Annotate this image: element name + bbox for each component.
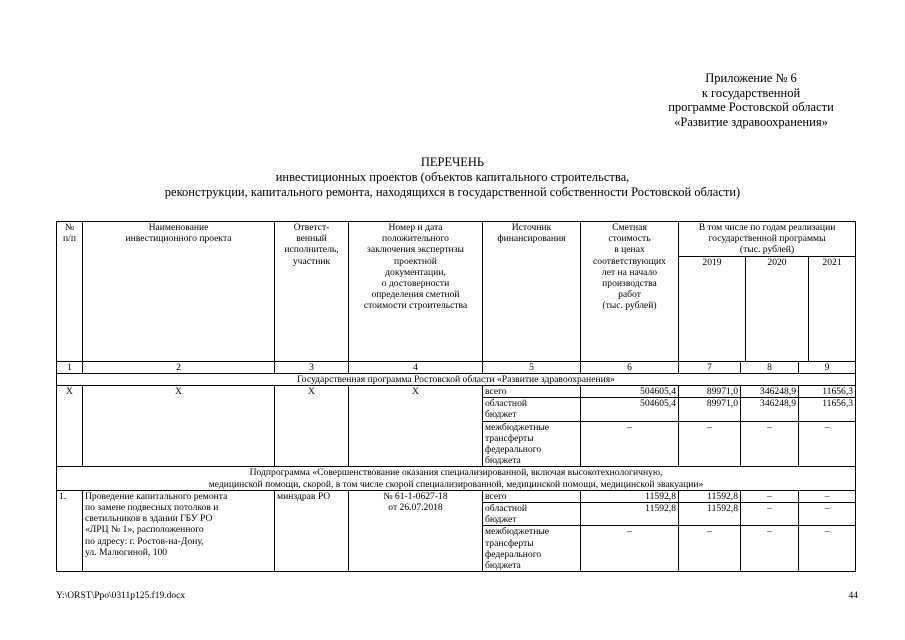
footer-page-number: 44 bbox=[848, 591, 858, 601]
col-number: 7 bbox=[679, 361, 741, 373]
header-funding-source: Источник финансирования bbox=[483, 222, 581, 362]
year-2021-value: – bbox=[799, 526, 856, 572]
header-num: № п/п bbox=[57, 222, 83, 362]
annex-header bbox=[560, 71, 905, 129]
header-year-2020: 2020 bbox=[746, 256, 809, 361]
title-line-2: инвестиционных проектов (объектов капитального строительства, bbox=[275, 170, 630, 184]
header-expertise: Номер и дата положительного заключения экспертизы проектной документации, о достоверности определения сметной стоимости строительства bbox=[349, 222, 483, 362]
cost-value: 11592,8 bbox=[581, 503, 679, 526]
year-2020-value: – bbox=[741, 490, 799, 502]
annex-line-1: Приложение № 6 bbox=[705, 71, 797, 85]
annex-line-2: к государственной bbox=[701, 85, 801, 100]
year-2020-value: – bbox=[741, 526, 799, 572]
footer-file-path: Y:\ORST\Ppo\0311p125.f19.docx bbox=[56, 591, 186, 601]
col-number: 5 bbox=[483, 361, 581, 373]
source-label: областной бюджет bbox=[483, 398, 581, 421]
source-label: всего bbox=[483, 386, 581, 398]
cost-value: 504605,4 bbox=[581, 398, 679, 421]
year-2020-value: – bbox=[741, 421, 799, 467]
annex-line-4: «Развитие здравоохранения» bbox=[674, 114, 828, 129]
col-number: 8 bbox=[741, 361, 799, 373]
table-header-row bbox=[57, 222, 856, 362]
project-name: Проведение капитального ремонта по замене подвесных потолков и светильников в здании ГБУ РО «ЛРЦ № 1», расположенного по адресу: г. Ростов-на-Дону, ул. Малюгиной, 100 bbox=[83, 490, 275, 571]
document-title bbox=[0, 155, 905, 200]
project-row-total bbox=[57, 490, 856, 502]
year-2019-value: 89971,0 bbox=[679, 398, 741, 421]
year-2020-value: – bbox=[741, 503, 799, 526]
investment-projects-table bbox=[56, 221, 856, 572]
col-number: 1 bbox=[57, 361, 83, 373]
year-2020-value: 346248,9 bbox=[741, 398, 799, 421]
program-mark: X bbox=[275, 386, 349, 467]
year-2021-value: – bbox=[799, 503, 856, 526]
source-label: областной бюджет bbox=[483, 503, 581, 526]
program-mark: X bbox=[83, 386, 275, 467]
program-title-row bbox=[57, 373, 856, 385]
year-2019-value: – bbox=[679, 526, 741, 572]
program-mark: X bbox=[57, 386, 83, 467]
header-responsible: Ответст- венный исполнитель, участник bbox=[275, 222, 349, 362]
col-number: 6 bbox=[581, 361, 679, 373]
year-2019-value: 11592,8 bbox=[679, 503, 741, 526]
col-number: 4 bbox=[349, 361, 483, 373]
year-2019-value: 89971,0 bbox=[679, 386, 741, 398]
year-2021-value: – bbox=[799, 490, 856, 502]
header-years: В том числе по годам реализации государственной программы (тыс. рублей) 2019 2020 2021 bbox=[679, 222, 856, 362]
source-label: межбюджетные трансферты федерального бюджета bbox=[483, 526, 581, 572]
header-project-name: Наименование инвестиционного проекта bbox=[83, 222, 275, 362]
col-number: 9 bbox=[799, 361, 856, 373]
col-number: 3 bbox=[275, 361, 349, 373]
year-2021-value: 11656,3 bbox=[799, 386, 856, 398]
year-2019-value: 11592,8 bbox=[679, 490, 741, 502]
annex-line-3: программе Ростовской области bbox=[668, 100, 834, 114]
title-main: ПЕРЕЧЕНЬ bbox=[420, 155, 485, 169]
col-number: 2 bbox=[83, 361, 275, 373]
header-year-2021: 2021 bbox=[809, 256, 856, 361]
project-number: 1. bbox=[57, 490, 83, 571]
header-estimated-cost: Сметная стоимость в ценах соответствующих лет на начало производства работ (тыс. рублей) bbox=[581, 222, 679, 362]
cost-value: – bbox=[581, 421, 679, 467]
program-title: Государственная программа Ростовской области «Развитие здравоохранения» bbox=[57, 373, 856, 385]
cost-value: – bbox=[581, 526, 679, 572]
project-expertise: № 61-1-0627-18 от 26.07.2018 bbox=[349, 490, 483, 571]
year-2020-value: 346248,9 bbox=[741, 386, 799, 398]
cost-value: 11592,8 bbox=[581, 490, 679, 502]
year-2021-value: 11656,3 bbox=[799, 398, 856, 421]
title-line-3: реконструкции, капитального ремонта, находящихся в государственной собственности Ростовской области) bbox=[164, 185, 741, 199]
source-label: межбюджетные трансферты федерального бюджета bbox=[483, 421, 581, 467]
column-numbers-row bbox=[57, 361, 856, 373]
program-row-total bbox=[57, 386, 856, 398]
project-responsible: минздрав РО bbox=[275, 490, 349, 571]
header-year-2019: 2019 bbox=[679, 256, 746, 361]
year-2019-value: – bbox=[679, 421, 741, 467]
cost-value: 504605,4 bbox=[581, 386, 679, 398]
subprogram-title-row bbox=[57, 467, 856, 490]
year-2021-value: – bbox=[799, 421, 856, 467]
program-mark: X bbox=[349, 386, 483, 467]
source-label: всего bbox=[483, 490, 581, 502]
subprogram-title: Подпрограмма «Совершенствование оказания специализированной, включая высокотехнологичную, медицинской помощи, скорой, в том числе скорой специализированной, медицинской помощи, медицинской эвакуации» bbox=[57, 467, 856, 490]
